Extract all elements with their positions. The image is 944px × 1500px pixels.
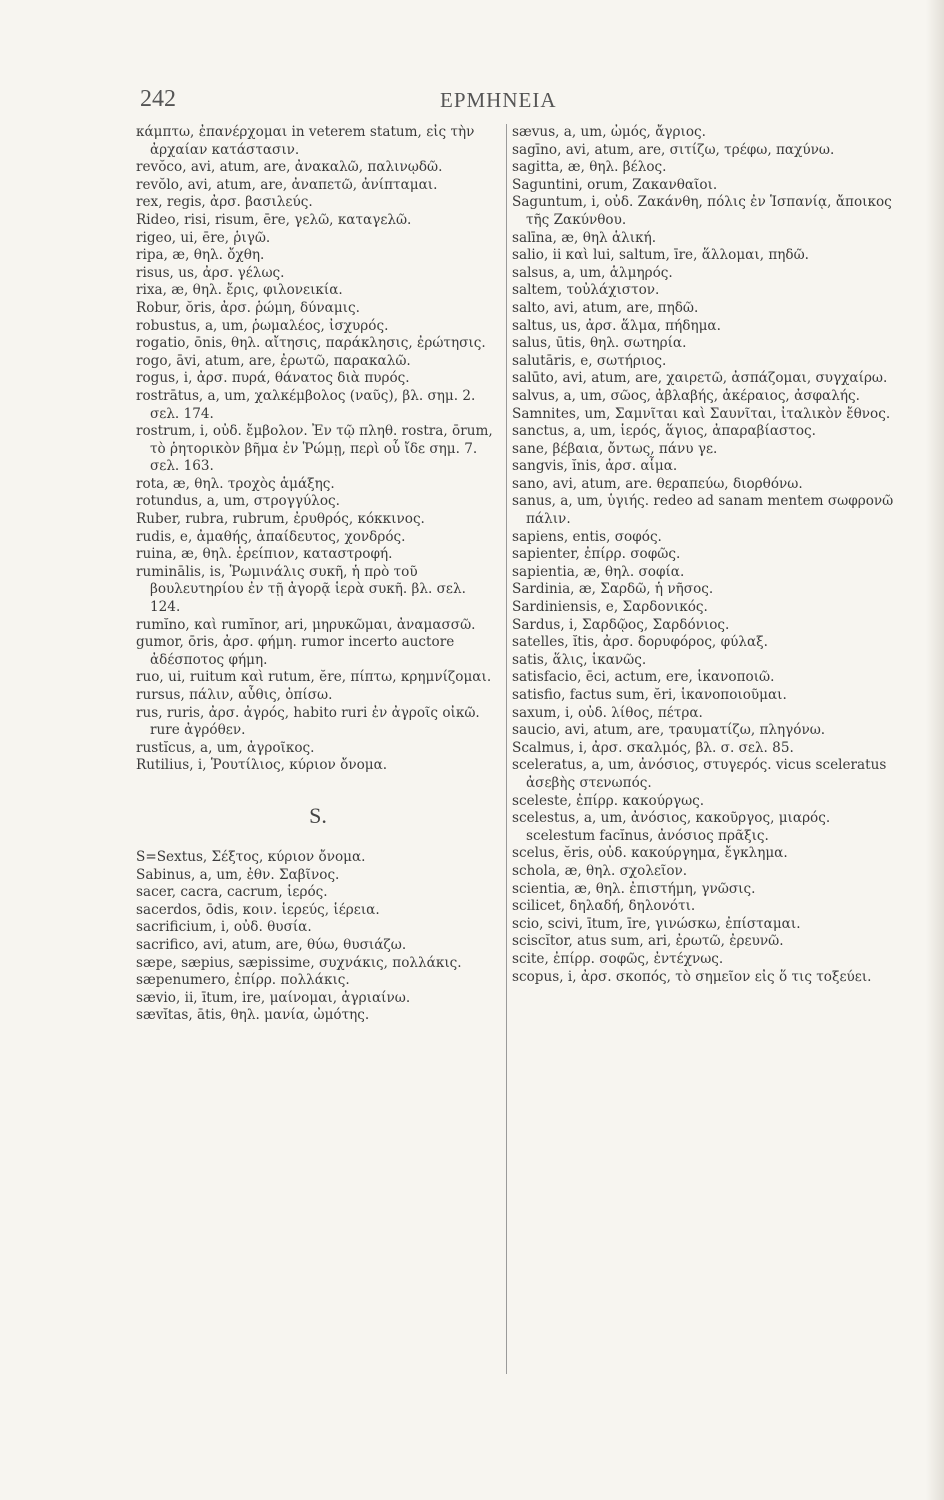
dictionary-entry: rotundus, a, um, στρογγύλος. [136, 493, 340, 510]
dictionary-entry: schola, æ, θηλ. σχολεῖον. [512, 862, 688, 879]
dictionary-entry: scopus, i, ἀρσ. σκοπός, τὸ σημεῖον εἰς ὅ τις τοξεύει. [512, 968, 872, 985]
dictionary-entry: salvus, a, um, σῶος, ἀβλαβής, ἀκέραιος, ἀσφαλής. [512, 387, 860, 404]
dictionary-entry: robustus, a, um, ῥωμαλέος, ἰσχυρός. [136, 317, 389, 334]
dictionary-entry: saltus, us, ἀρσ. ἅλμα, πήδημα. [512, 317, 721, 334]
dictionary-entry: rixa, æ, θηλ. ἔρις, φιλονεικία. [136, 282, 343, 299]
dictionary-entry: Sardiniensis, e, Σαρδονικός. [512, 599, 708, 616]
dictionary-entry: rota, æ, θηλ. τροχὸς ἁμάξης. [136, 475, 335, 492]
dictionary-entry: rumĭno, καὶ rumĭnor, ari, μηρυκῶμαι, ἀναμασσῶ. [136, 616, 476, 633]
dictionary-entry: Saguntini, orum, Ζακανθαῖοι. [512, 176, 718, 193]
dictionary-entry: Sardus, i, Σαρδῷος, Σαρδόνιος. [512, 616, 730, 633]
dictionary-entry: sacrifico, avi, atum, are, θύω, θυσιάζω. [136, 936, 407, 953]
column-divider [506, 124, 507, 1374]
dictionary-entry: risus, us, ἀρσ. γέλως. [136, 264, 285, 281]
page-header [140, 86, 780, 116]
dictionary-entry: scite, ἐπίρρ. σοφῶς, ἐντέχνως. [512, 950, 724, 967]
dictionary-entry: rostrum, i, οὐδ. ἔμβολον. Ἐν τῷ πληθ. rostra, ōrum, τὸ ῥητορικὸν βῆμα ἐν Ῥώμῃ, περὶ οὗ ἴδε σημ. 7. σελ. 163. [136, 423, 493, 475]
dictionary-entry: sceleratus, a, um, ἀνόσιος, στυγερός. vicus sceleratus ἀσεβὴς στενωπός. [512, 757, 887, 791]
dictionary-entry: saltem, τοὐλάχιστον. [512, 282, 660, 299]
dictionary-entry: rogus, i, ἀρσ. πυρά, θάνατος διὰ πυρός. [136, 370, 410, 387]
dictionary-entry: rustĭcus, a, um, ἀγροῖκος. [136, 739, 315, 756]
dictionary-entry: sævio, ii, ītum, ire, μαίνομαι, ἀγριαίνω. [136, 989, 411, 1006]
entries-s-continued-block [512, 124, 894, 986]
dictionary-entry: Rutilius, i, Ῥουτίλιος, κύριον ὄνομα. [136, 757, 388, 774]
dictionary-entry: sagīno, avi, atum, are, σιτίζω, τρέφω, παχύνω. [512, 141, 835, 158]
dictionary-entry: sangvis, ĭnis, ἀρσ. αἷμα. [512, 458, 678, 475]
dictionary-entry: salio, ii καὶ lui, saltum, īre, ἅλλομαι, πηδῶ. [512, 247, 809, 264]
dictionary-entry: κάμπτω, ἐπανέρχομαι in veterem statum, εἰς τὴν ἀρχαίαν κατάστασιν. [136, 124, 475, 158]
dictionary-entry: sanctus, a, um, ἱερός, ἅγιος, ἀπαραβίαστος. [512, 423, 816, 440]
dictionary-entry: Robur, ŏris, ἀρσ. ῥώμη, δύναμις. [136, 299, 360, 316]
dictionary-entry: sacrificium, i, οὐδ. θυσία. [136, 919, 312, 936]
dictionary-entry: scelestus, a, um, ἀνόσιος, κακοῦργος, μιαρός. scelestum facĭnus, ἀνόσιος πρᾶξις. [512, 810, 831, 844]
dictionary-entry: sceleste, ἐπίρρ. κακούργως. [512, 792, 705, 809]
dictionary-entry: saxum, i, οὐδ. λίθος, πέτρα. [512, 704, 703, 721]
dictionary-entry: Ruber, rubra, rubrum, ἐρυθρός, κόκκινος. [136, 511, 425, 528]
dictionary-entry: rudis, e, ἀμαθής, ἀπαίδευτος, χονδρός. [136, 528, 406, 545]
dictionary-entry: salūto, avi, atum, are, χαιρετῶ, ἀσπάζομαι, συγχαίρω. [512, 370, 888, 387]
dictionary-entry: satisfacio, ēci, actum, ere, ἱκανοποιῶ. [512, 669, 775, 686]
dictionary-entry: salus, ūtis, θηλ. σωτηρία. [512, 335, 687, 352]
dictionary-entry: S=Sextus, Σέξτος, κύριον ὄνομα. [136, 848, 366, 865]
dictionary-entry: rus, ruris, ἀρσ. ἀγρός, habito ruri ἐν ἀγροῖς οἰκῶ. rure ἀγρόθεν. [136, 704, 480, 739]
dictionary-entry: Samnites, um, Σαμνῖται καὶ Σαυνῖται, ἰταλικὸν ἔθνος. [512, 405, 891, 422]
dictionary-entry: salsus, a, um, ἁλμηρός. [512, 264, 673, 281]
dictionary-entry: satis, ἅλις, ἱκανῶς. [512, 651, 647, 668]
page-number: 242 [140, 86, 176, 112]
dictionary-entry: scientia, æ, θηλ. ἐπιστήμη, γνῶσις. [512, 880, 756, 897]
dictionary-entry: sapiens, entis, σοφός. [512, 528, 662, 545]
dictionary-entry: sapientia, æ, θηλ. σοφία. [512, 563, 685, 580]
dictionary-entry: ruina, æ, θηλ. ἐρείπιον, καταστροφή. [136, 546, 393, 563]
dictionary-entry: salīna, æ, θηλ ἁλική. [512, 229, 657, 246]
dictionary-entry: rogatio, ōnis, θηλ. αἴτησις, παράκλησις, ἐρώτησις. [136, 335, 486, 352]
dictionary-entry: Sardinia, æ, Σαρδῶ, ἡ νῆσος. [512, 581, 714, 598]
dictionary-entry: rogo, āvi, atum, are, ἐρωτῶ, παρακαλῶ. [136, 352, 411, 369]
dictionary-entry: ripa, æ, θηλ. ὄχθη. [136, 247, 265, 264]
dictionary-entry: sano, avi, atum, are. θεραπεύω, διορθόνω. [512, 475, 803, 492]
dictionary-entry: sapienter, ἐπίρρ. σοφῶς. [512, 546, 681, 563]
dictionary-entry: scisсĭtor, atus sum, ari, ἐρωτῶ, ἐρευνῶ. [512, 933, 784, 950]
dictionary-entry: Rideo, risi, risum, ēre, γελῶ, καταγελῶ. [136, 211, 412, 228]
dictionary-entry: ruo, ui, ruitum καὶ rutum, ĕre, πίπτω, κρημνίζομαι. [136, 669, 492, 686]
dictionary-entry: ruminālis, is, Ῥωμινάλις συκῆ, ἡ πρὸ τοῦ βουλευτηρίου ἐν τῇ ἀγορᾷ ἱερὰ συκῆ. βλ. σελ. 124. [136, 563, 466, 616]
dictionary-entry: revŏco, avi, atum, are, ἀνακαλῶ, παλινῳδῶ. [136, 159, 443, 176]
dictionary-entry: salto, avi, atum, are, πηδῶ. [512, 299, 699, 316]
dictionary-entry: scelus, ĕris, οὐδ. κακούργημα, ἔγκλημα. [512, 845, 788, 862]
dictionary-entry: sæpe, sæpius, sæpissime, συχνάκις, πολλάκις. [136, 954, 462, 971]
dictionary-entry: Scalmus, i, ἀρσ. σκαλμός, βλ. σ. σελ. 85. [512, 739, 794, 756]
dictionary-entry: rostrātus, a, um, χαλκέμβολος (ναῦς), βλ. σημ. 2. σελ. 174. [136, 387, 476, 422]
dictionary-entry: Saguntum, i, οὐδ. Ζακάνθη, πόλις ἐν Ἱσπανίᾳ, ἄποικος τῆς Ζακύνθου. [512, 194, 892, 228]
dictionary-entry: revŏlo, avi, atum, are, ἀναπετῶ, ἀνίπταμαι. [136, 176, 438, 193]
left-column [136, 124, 500, 1025]
dictionary-entry: scio, scivi, ītum, īre, γινώσκω, ἐπίσταμαι. [512, 915, 801, 932]
section-letter: S. [309, 802, 327, 828]
dictionary-entry: satisfio, factus sum, ĕri, ἱκανοποιοῦμαι. [512, 687, 787, 703]
dictionary-entry: Sabinus, a, um, ἐθν. Σαβῖνος. [136, 866, 340, 883]
page-edge-shading [926, 0, 944, 1500]
dictionary-entry: sæpenumero, ἐπίρρ. πολλάκις. [136, 972, 350, 989]
right-column [512, 124, 894, 986]
dictionary-entry: salutāris, e, σωτήριος. [512, 352, 667, 369]
dictionary-entry: sacerdos, ōdis, κοιν. ἱερεύς, ἱέρεια. [136, 901, 380, 918]
dictionary-entry: rex, regis, ἀρσ. βασιλεύς. [136, 194, 313, 211]
dictionary-entry: satelles, ĭtis, ἀρσ. δορυφόρος, φύλαξ. [512, 634, 768, 651]
entries-s-block [136, 849, 500, 1025]
dictionary-entry: sagitta, æ, θηλ. βέλος. [512, 159, 667, 176]
dictionary-entry: sævĭtas, ātis, θηλ. μανία, ὠμότης. [136, 1007, 370, 1024]
dictionary-entry: saucio, avi, atum, are, τραυματίζω, πληγόνω. [512, 722, 826, 739]
dictionary-entry: sane, βέβαια, ὄντως, πάνυ γε. [512, 440, 718, 457]
dictionary-entry: sævus, a, um, ὠμός, ἄγριος. [512, 124, 706, 140]
dictionary-entry: rigeo, ui, ēre, ῥιγῶ. [136, 229, 271, 246]
dictionary-entry: gumor, ōris, ἀρσ. φήμη. rumor incerto auctore ἀδέσποτος φήμη. [136, 634, 455, 668]
entries-r-block [136, 124, 500, 775]
running-title: ΕΡΜΗΝΕΙΑ [440, 88, 557, 112]
dictionary-entry: rursus, πάλιν, αὖθις, ὀπίσω. [136, 687, 333, 703]
dictionary-entry: sacer, cacra, cacrum, ἱερός. [136, 884, 328, 901]
dictionary-entry: sanus, a, um, ὑγιής. redeo ad sanam mentem σωφρονῶ πάλιν. [512, 493, 894, 528]
dictionary-entry: scilicet, δηλαδή, δηλονότι. [512, 898, 696, 915]
